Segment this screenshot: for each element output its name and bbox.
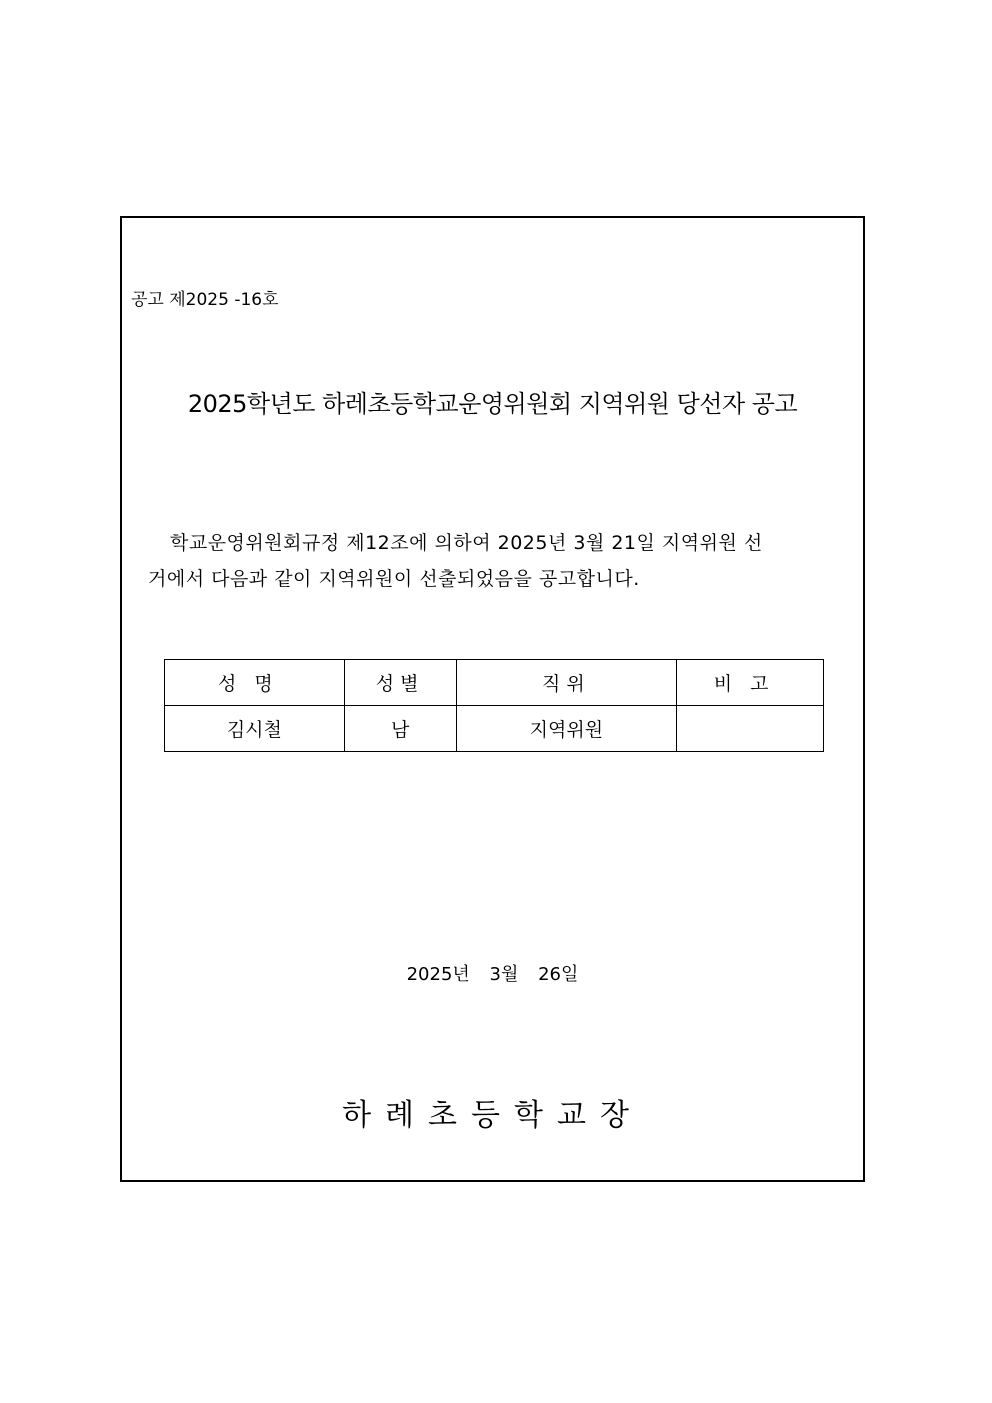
header-gender: 성별 — [344, 660, 456, 706]
document-title: 2025학년도 하레초등학교운영위원회 지역위원 당선자 공고 — [187, 390, 798, 418]
header-name: 성명 — [165, 660, 345, 706]
notice-body-line-1: 학교운영위원회규정 제12조에 의하여 2025년 3월 21일 지역위원 선 — [170, 532, 763, 554]
elected-members-table — [164, 659, 824, 752]
cell-remarks — [677, 706, 824, 752]
header-position: 직위 — [456, 660, 677, 706]
notice-body — [148, 525, 843, 597]
notice-date: 2025년 3월 26일 — [406, 964, 579, 985]
cell-name: 김시철 — [165, 706, 345, 752]
notice-number: 공고 제2025 -16호 — [131, 290, 279, 310]
table-row — [165, 706, 824, 752]
signer-title: 하례초등학교장 — [342, 1098, 643, 1133]
cell-gender: 남 — [344, 706, 456, 752]
cell-position: 지역위원 — [456, 706, 677, 752]
notice-body-line-2: 거에서 다음과 같이 지역위원이 선출되었음을 공고합니다. — [148, 568, 640, 590]
table-header-row — [165, 660, 824, 706]
header-remarks: 비고 — [677, 660, 824, 706]
